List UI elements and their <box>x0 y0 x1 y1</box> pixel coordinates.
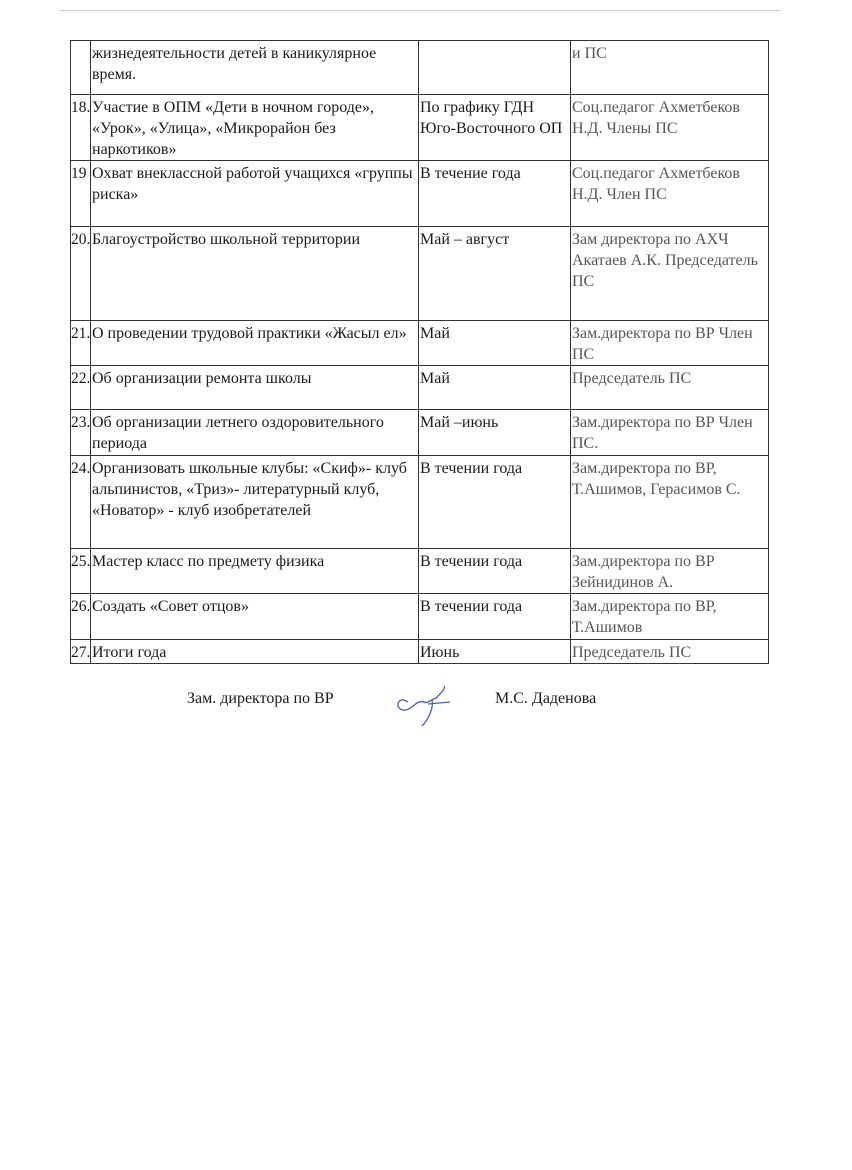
date-cell: Май <box>419 366 571 410</box>
event-cell: О проведении трудовой практики «Жасыл ел» <box>91 321 419 366</box>
row-number: 21. <box>71 321 91 366</box>
table-row <box>71 640 769 664</box>
responsible-cell: Председатель ПС <box>571 640 769 664</box>
responsible-cell: Соц.педагог Ахметбеков Н.Д. Члены ПС <box>571 95 769 161</box>
table-row <box>71 456 769 549</box>
row-number: 27. <box>71 640 91 664</box>
row-number: 26. <box>71 594 91 640</box>
responsible-cell: Зам.директора по ВР Член ПС <box>571 321 769 366</box>
event-cell: Итоги года <box>91 640 419 664</box>
event-cell: жизнедеятельности детей в каникулярное время. <box>91 41 419 95</box>
table-row <box>71 321 769 366</box>
responsible-cell: и ПС <box>571 41 769 95</box>
date-cell: В течение года <box>419 161 571 227</box>
date-cell: Май – август <box>419 227 571 321</box>
scan-edge-line <box>60 10 780 11</box>
event-cell: Участие в ОПМ «Дети в ночном городе», «Урок», «Улица», «Микрорайон без наркотиков» <box>91 95 419 161</box>
signature-position: Зам. директора по ВР <box>187 690 334 707</box>
date-cell: Май <box>419 321 571 366</box>
row-number: 23. <box>71 410 91 456</box>
events-table <box>70 40 769 664</box>
signature-name: М.С. Даденова <box>495 690 597 707</box>
handwritten-signature <box>388 680 458 730</box>
row-number: 22. <box>71 366 91 410</box>
date-cell: В течении года <box>419 549 571 594</box>
table-row <box>71 95 769 161</box>
date-cell: Май –июнь <box>419 410 571 456</box>
table-row <box>71 410 769 456</box>
table-row <box>71 227 769 321</box>
table-row <box>71 366 769 410</box>
date-cell: В течении года <box>419 456 571 549</box>
table-row <box>71 161 769 227</box>
responsible-cell: Соц.педагог Ахметбеков Н.Д. Член ПС <box>571 161 769 227</box>
responsible-cell: Председатель ПС <box>571 366 769 410</box>
responsible-cell: Зам.директора по ВР, Т.Ашимов, Герасимов С. <box>571 456 769 549</box>
row-number: 24. <box>71 456 91 549</box>
table-row <box>71 594 769 640</box>
row-number: 18. <box>71 95 91 161</box>
row-number: 25. <box>71 549 91 594</box>
event-cell: Об организации ремонта школы <box>91 366 419 410</box>
date-cell <box>419 41 571 95</box>
responsible-cell: Зам.директора по ВР, Т.Ашимов <box>571 594 769 640</box>
event-cell: Благоустройство школьной территории <box>91 227 419 321</box>
responsible-cell: Зам.директора по ВР Член ПС. <box>571 410 769 456</box>
row-number <box>71 41 91 95</box>
date-cell: В течении года <box>419 594 571 640</box>
responsible-cell: Зам.директора по ВР Зейнидинов А. <box>571 549 769 594</box>
event-cell: Организовать школьные клубы: «Скиф»- клуб альпинистов, «Триз»- литературный клуб, «Новатор» - клуб изобретателей <box>91 456 419 549</box>
table-row <box>71 549 769 594</box>
row-number: 19 <box>71 161 91 227</box>
event-cell: Об организации летнего оздоровительного периода <box>91 410 419 456</box>
event-cell: Охват внеклассной работой учащихся «группы риска» <box>91 161 419 227</box>
date-cell: По графику ГДН Юго-Восточного ОП <box>419 95 571 161</box>
row-number: 20. <box>71 227 91 321</box>
responsible-cell: Зам директора по АХЧ Акатаев А.К. Председатель ПС <box>571 227 769 321</box>
event-cell: Мастер класс по предмету физика <box>91 549 419 594</box>
event-cell: Создать «Совет отцов» <box>91 594 419 640</box>
table-row <box>71 41 769 95</box>
date-cell: Июнь <box>419 640 571 664</box>
